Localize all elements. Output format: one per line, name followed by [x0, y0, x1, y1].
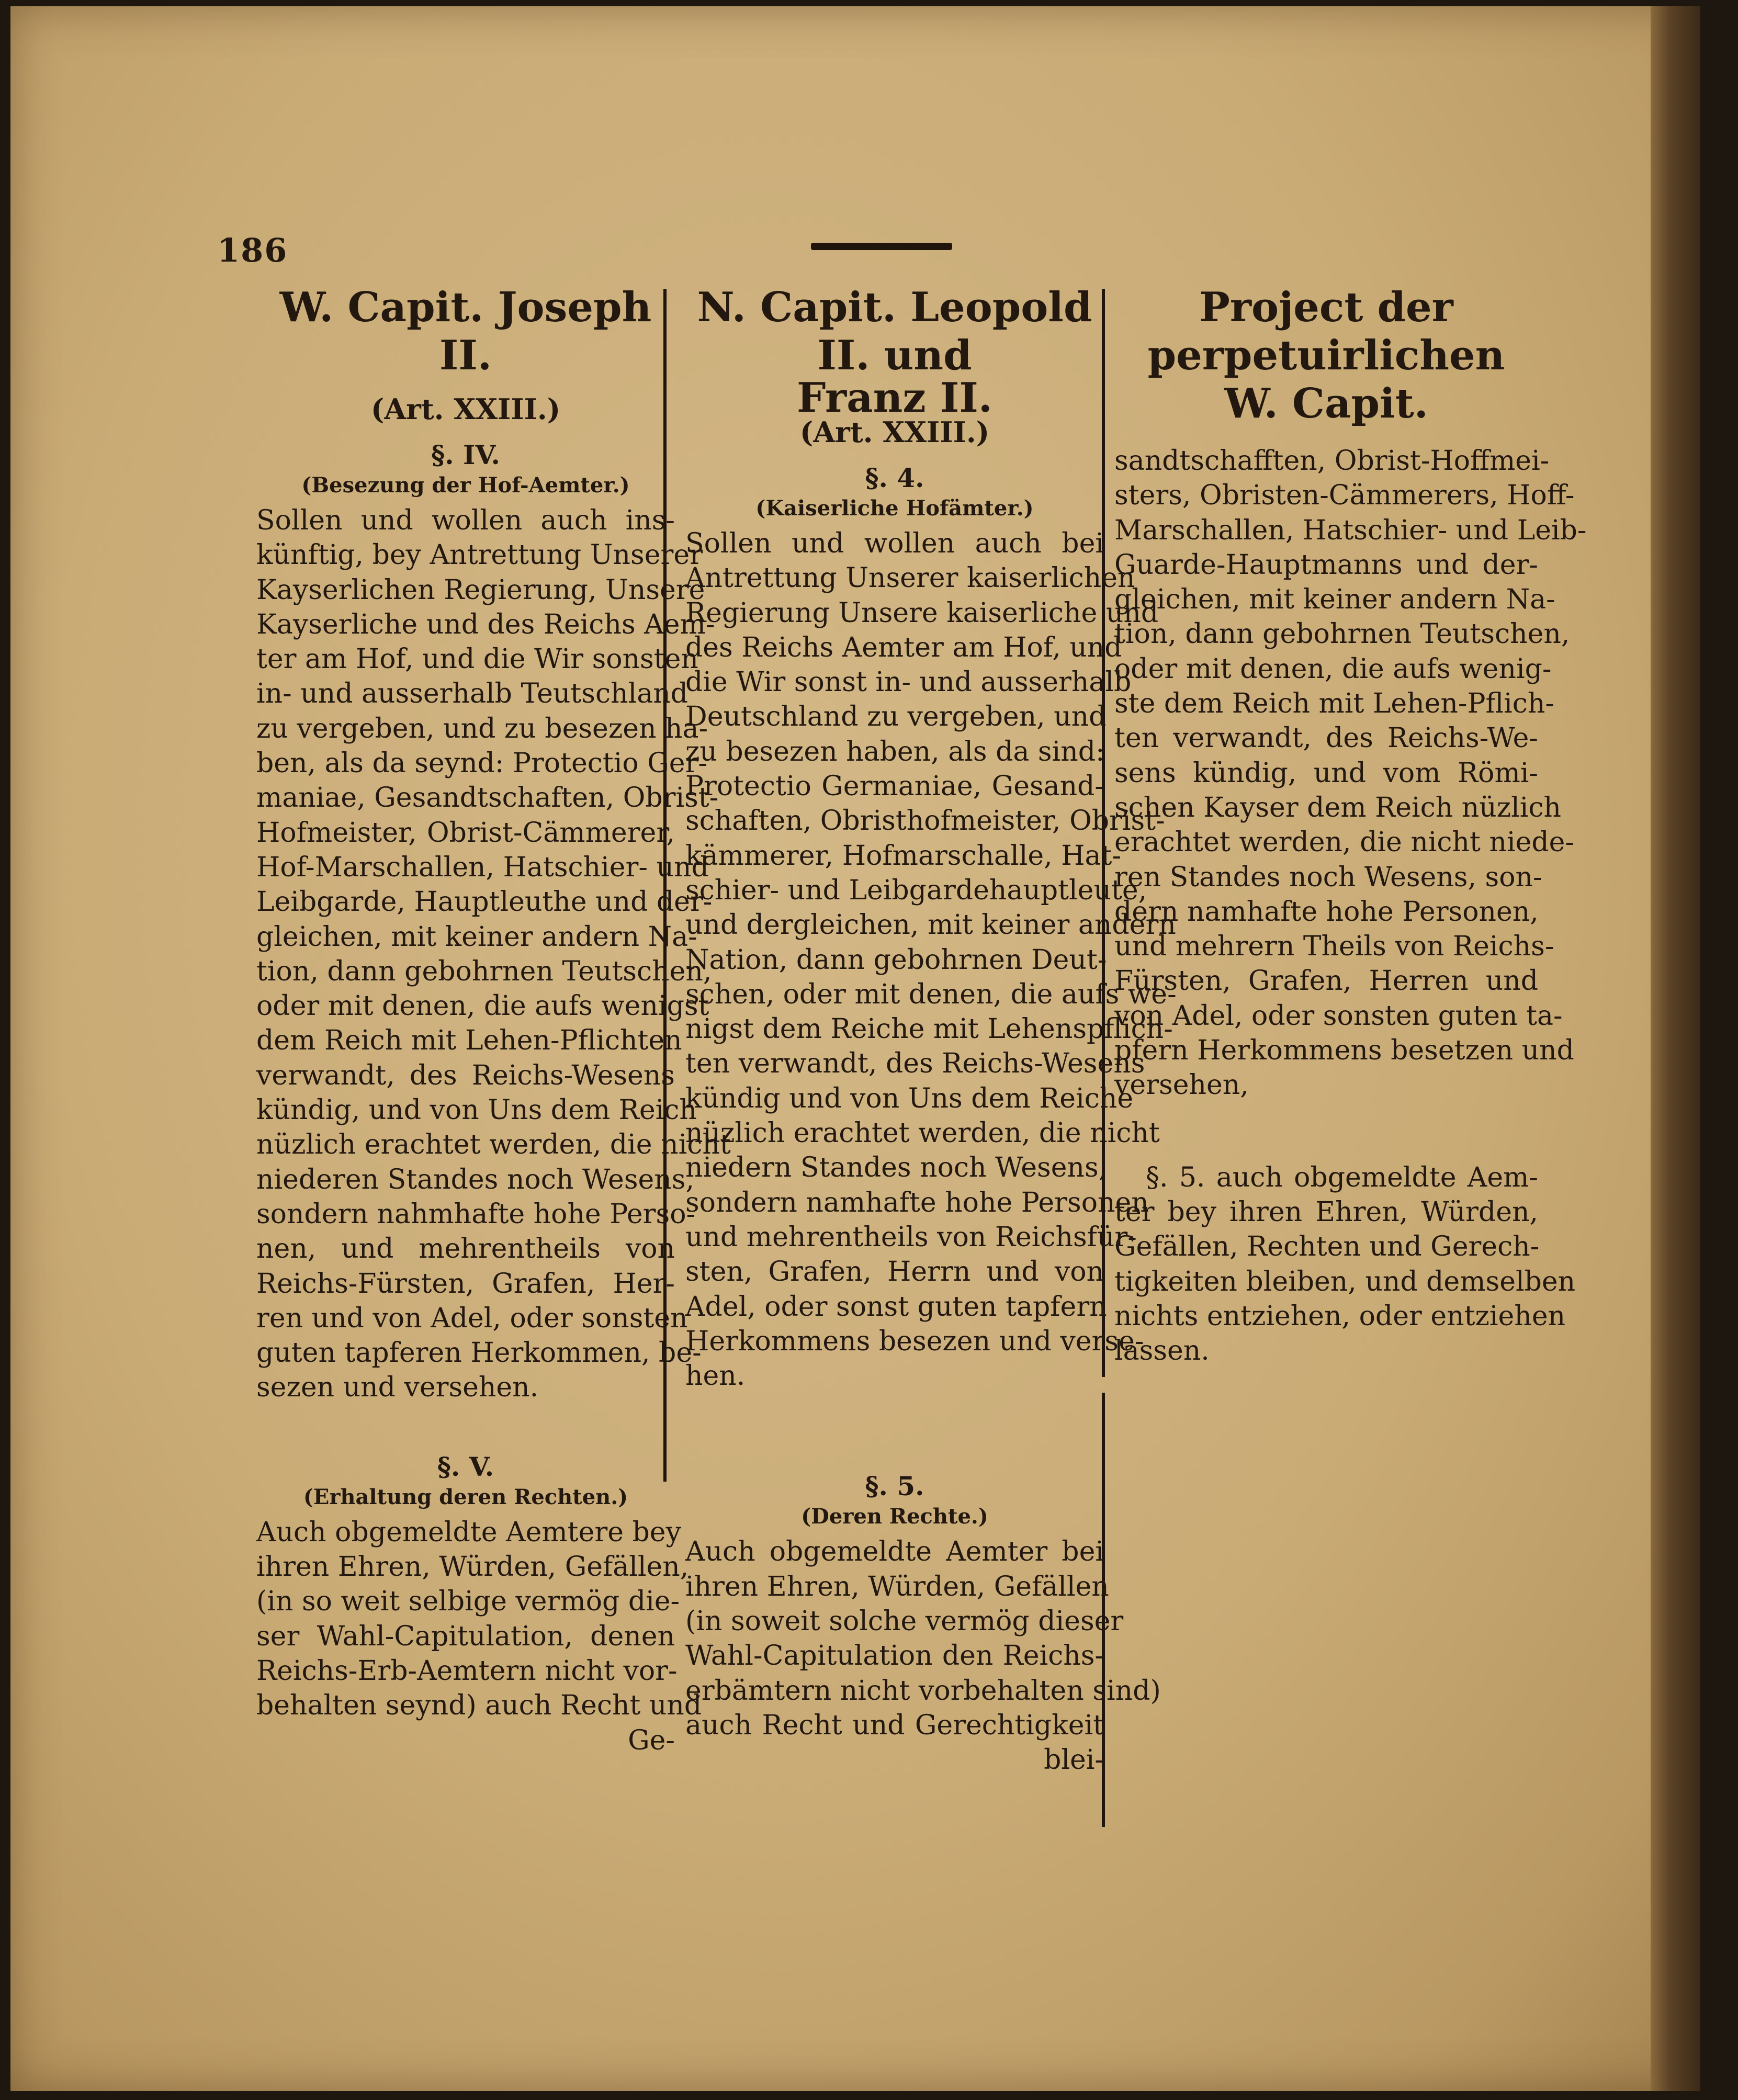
text-line: des Reichs Aemter am Hof, und — [685, 631, 1122, 663]
text-line: nen, und mehrentheils von — [256, 1233, 675, 1265]
text-line: Leibgarde, Hauptleuthe und der- — [256, 886, 713, 918]
text-line: (in soweit solche vermög dieser — [685, 1606, 1124, 1638]
text-line: ser Wahl-Capitulation, denen — [256, 1620, 675, 1652]
text-line: dern namhafte hohe Personen, — [1114, 896, 1539, 928]
text-line: sondern nahmhafte hohe Perso- — [256, 1198, 696, 1230]
text-line: schen Kayser dem Reich nüzlich — [1114, 792, 1562, 823]
text-line: tion, dann gebohrnen Teutschen, — [256, 955, 712, 987]
text-line: nüzlich erachtet werden, die nicht — [685, 1117, 1160, 1149]
text-line: erbämtern nicht vorbehalten sind) — [685, 1675, 1161, 1707]
section-text — [685, 1534, 1161, 1777]
text-line: Deutschland zu vergeben, und — [685, 701, 1107, 733]
text-line: Herkommens besezen und verse- — [685, 1325, 1144, 1357]
text-line: sten, Grafen, Herrn und von — [685, 1256, 1104, 1288]
text-line: Nation, dann gebohrnen Deut- — [685, 944, 1107, 976]
text-line: Hofmeister, Obrist-Cämmerer, — [256, 817, 675, 849]
text-line: nigst dem Reiche mit Lehenspflich- — [685, 1013, 1173, 1045]
text-line: gleichen, mit keiner andern Na- — [1114, 584, 1555, 616]
text-line: maniae, Gesandtschaften, Obrist- — [256, 782, 719, 814]
text-line: behalten seynd) auch Recht und — [256, 1690, 702, 1722]
text-line: die Wir sonst in- und ausserhalb — [685, 667, 1132, 698]
section-mark: §. V. — [437, 1451, 494, 1482]
section-mark: §. 4. — [865, 462, 924, 493]
text-line: Adel, oder sonst guten tapfern — [685, 1291, 1107, 1323]
text-line: Marschallen, Hatschier- und Leib- — [1114, 514, 1587, 546]
text-line: kämmerer, Hofmarschalle, Hat- — [685, 840, 1122, 872]
catchword: Ge- — [628, 1724, 675, 1756]
text-line: ihren Ehren, Würden, Gefällen — [685, 1571, 1109, 1602]
text-line: nüzlich erachtet werden, die nicht — [256, 1129, 731, 1161]
text-line: und mehrentheils von Reichsfür- — [685, 1221, 1137, 1253]
text-line: auch Recht und Gerechtigkeit — [685, 1709, 1104, 1741]
text-line: Guarde-Hauptmanns und der- — [1114, 549, 1538, 581]
text-line: Protectio Germaniae, Gesand- — [685, 771, 1104, 803]
text-line: Hof-Marschallen, Hatschier- und — [256, 851, 709, 883]
text-line: dem Reich mit Lehen-Pflichten — [256, 1025, 682, 1057]
text-line: ihren Ehren, Würden, Gefällen, — [256, 1551, 689, 1583]
text-line: pfern Herkommens besetzen und — [1114, 1035, 1574, 1067]
text-line: ten verwandt, des Reichs-Wesens — [685, 1048, 1145, 1080]
text-line: kündig, und von Uns dem Reich — [256, 1094, 697, 1126]
text-line: guten tapferen Herkommen, be- — [256, 1337, 702, 1369]
article-label: (Art. XXIII.) — [370, 392, 561, 426]
book-page — [10, 6, 1700, 2091]
text-line: ren Standes noch Wesens, son- — [1114, 861, 1542, 893]
text-line: sandtschafften, Obrist-Hoffmei- — [1114, 445, 1550, 477]
column-title-line1: N. Capit. Leopold II. und — [697, 284, 1092, 379]
text-line: versehen, — [1114, 1069, 1249, 1101]
column-title-line2: Franz II. — [797, 374, 992, 422]
text-line: tigkeiten bleiben, und demselben — [1114, 1266, 1576, 1297]
text-line: Regierung Unsere kaiserliche und — [685, 597, 1159, 629]
section-text — [1114, 444, 1587, 1103]
section-subtitle: (Kaiserliche Hofämter.) — [755, 496, 1034, 521]
page-number: 186 — [217, 231, 288, 269]
catchword: blei- — [1044, 1744, 1104, 1776]
text-line: in- und ausserhalb Teutschland — [256, 678, 688, 710]
text-line: kündig und von Uns dem Reiche — [685, 1082, 1134, 1114]
text-line: von Adel, oder sonsten guten ta- — [1114, 1000, 1563, 1032]
column-project-perpetual — [1114, 284, 1587, 1368]
text-line: und mehrern Theils von Reichs- — [1114, 931, 1554, 963]
text-line: niedern Standes noch Wesens, — [685, 1152, 1108, 1184]
text-line: Gefällen, Rechten und Gerech- — [1114, 1231, 1540, 1263]
text-line: ren und von Adel, oder sonsten — [256, 1302, 688, 1334]
text-line: Sollen und wollen auch ins- — [256, 505, 675, 536]
text-line: ste dem Reich mit Lehen-Pflich- — [1114, 688, 1554, 720]
section-text — [256, 1515, 702, 1758]
text-line: sters, Obristen-Cämmerers, Hoff- — [1114, 480, 1575, 512]
text-line: oder mit denen, die aufs wenigst — [256, 990, 709, 1022]
text-line: oder mit denen, die aufs wenig- — [1114, 653, 1552, 685]
column-title-line1: Project der perpetuirlichen — [1147, 284, 1505, 379]
text-line: Sollen und wollen auch bei — [685, 528, 1104, 559]
text-line: sondern namhafte hohe Personen — [685, 1187, 1149, 1218]
text-line: Wahl-Capitulation den Reichs- — [685, 1640, 1104, 1672]
header-ornament-rule — [811, 243, 952, 250]
section-mark: §. 5. — [865, 1471, 924, 1502]
book-gutter — [1651, 6, 1700, 2091]
text-line: gleichen, mit keiner andern Na- — [256, 921, 697, 953]
text-line: ter bey ihren Ehren, Würden, — [1114, 1196, 1538, 1228]
section-subtitle: (Besezung der Hof-Aemter.) — [301, 473, 630, 498]
text-line: schen, oder mit denen, die aufs we- — [685, 978, 1177, 1010]
text-line: Auch obgemeldte Aemtere bey — [256, 1516, 681, 1548]
text-line: nichts entziehen, oder entziehen — [1114, 1300, 1566, 1332]
section-subtitle: (Deren Rechte.) — [801, 1504, 988, 1529]
text-line: ben, als da seynd: Protectio Ger- — [256, 748, 707, 780]
text-line: künftig, bey Antrettung Unserer — [256, 539, 703, 571]
text-line: erachtet werden, die nicht niede- — [1114, 827, 1574, 859]
text-line: lassen. — [1114, 1335, 1210, 1367]
text-line: sens kündig, und vom Römi- — [1114, 757, 1538, 789]
text-line: tion, dann gebohrnen Teutschen, — [1114, 618, 1570, 650]
column-title-line2: W. Capit. — [1224, 380, 1428, 427]
column-title: W. Capit. Joseph II. — [279, 284, 652, 379]
text-line: Auch obgemeldte Aemter bei — [685, 1536, 1104, 1568]
text-line: verwandt, des Reichs-Wesens — [256, 1059, 675, 1091]
text-line: zu vergeben, und zu besezen ha- — [256, 713, 708, 744]
text-line: zu besezen haben, als da sind: — [685, 736, 1105, 767]
text-line: §. 5. auch obgemeldte Aem- — [1146, 1161, 1538, 1193]
text-line: niederen Standes noch Wesens, — [256, 1164, 694, 1195]
text-line: schier- und Leibgardehauptleute, — [685, 874, 1147, 906]
text-line: hen. — [685, 1360, 746, 1392]
text-line: Antrettung Unserer kaiserlichen — [685, 562, 1135, 594]
article-label: (Art. XXIII.) — [799, 415, 990, 449]
section-text — [256, 503, 731, 1405]
text-line: Reichs-Fürsten, Grafen, Her- — [256, 1268, 675, 1300]
text-line: sezen und versehen. — [256, 1372, 539, 1404]
section-mark: §. IV. — [431, 439, 500, 470]
text-line: ter am Hof, und die Wir sonsten — [256, 643, 698, 675]
column-joseph-ii — [256, 284, 731, 1758]
section-text — [1114, 1160, 1576, 1369]
text-line: Fürsten, Grafen, Herren und — [1114, 965, 1538, 997]
text-line: und dergleichen, mit keiner andern — [685, 909, 1176, 941]
text-line: (in so weit selbige vermög die- — [256, 1586, 680, 1618]
text-line: Reichs-Erb-Aemtern nicht vor- — [256, 1655, 678, 1687]
section-subtitle: (Erhaltung deren Rechten.) — [303, 1484, 628, 1509]
text-line: ten verwandt, des Reichs-We- — [1114, 722, 1538, 754]
text-line: Kayserliche und des Reichs Aem- — [256, 608, 715, 640]
text-line: Kayserlichen Regierung, Unsere — [256, 574, 705, 606]
text-line: schaften, Obristhofmeister, Obrist- — [685, 805, 1165, 837]
